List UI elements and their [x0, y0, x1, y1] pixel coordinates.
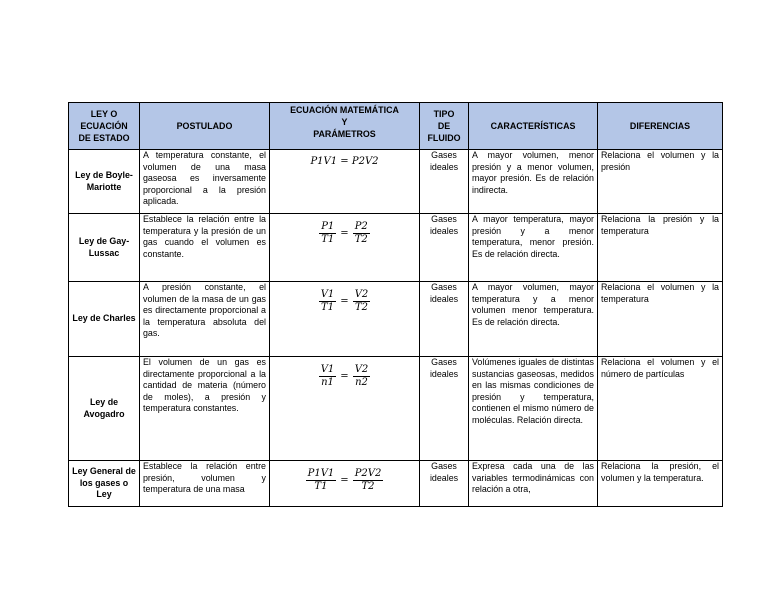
header-postulado: POSTULADO — [140, 103, 270, 150]
table-row — [69, 461, 723, 507]
law-name-cell: Ley de Gay-Lussac — [69, 214, 140, 282]
equation-cell — [270, 357, 420, 461]
law-name-cell: Ley de Charles — [69, 282, 140, 357]
characteristics-cell: Volúmenes iguales de distintas sustancias gaseosas, medidos en las mismas condiciones de presión y temperatura, contienen el mismo número de moléculas. Relación directa. — [469, 357, 598, 461]
law-name-cell: Ley de Avogadro — [69, 357, 140, 461]
differences-cell: Relaciona el volumen y la presión — [598, 150, 723, 214]
equation-general: $\frac{P1V1}{T1}$ = $\frac{P2V2}{T2}$ — [307, 468, 382, 492]
differences-cell: Relaciona el volumen y la temperatura — [598, 282, 723, 357]
law-name-cell: Ley de Boyle-Mariotte — [69, 150, 140, 214]
characteristics-cell: A mayor volumen, menor presión y a menor volumen, mayor presión. Es de relación indirecta. — [469, 150, 598, 214]
characteristics-cell: Expresa cada una de las variables termodinámicas con relación a otra, — [469, 461, 598, 507]
law-name-cell: Ley General de los gases o Ley — [69, 461, 140, 507]
postulate-cell: A presión constante, el volumen de la masa de un gas es directamente proporcional a la temperatura absoluta del gas. — [140, 282, 270, 357]
equation-cell — [270, 461, 420, 507]
header-caracteristicas: CARACTERÍSTICAS — [469, 103, 598, 150]
postulate-cell: Establece la relación entre presión, volumen y temperatura de una masa — [140, 461, 270, 507]
characteristics-cell: A mayor temperatura, mayor presión y a menor temperatura, menor presión. Es de relación directa. — [469, 214, 598, 282]
equation-boyle: P1V1 = P2V2 — [310, 156, 379, 167]
header-ecuacion: ECUACIÓN MATEMÁTICA Y PARÁMETROS — [270, 103, 420, 150]
fluid-type-cell: Gases ideales — [420, 461, 469, 507]
differences-cell: Relaciona la presión, el volumen y la temperatura. — [598, 461, 723, 507]
table-row — [69, 214, 723, 282]
header-diferencias: DIFERENCIAS — [598, 103, 723, 150]
equation-cell — [270, 150, 420, 214]
header-row — [69, 103, 723, 150]
postulate-cell: Establece la relación entre la temperatura y la presión de un gas cuando el volumen es constante. — [140, 214, 270, 282]
differences-cell: Relaciona la presión y la temperatura — [598, 214, 723, 282]
table-row — [69, 150, 723, 214]
header-ley: LEY O ECUACIÓN DE ESTADO — [69, 103, 140, 150]
equation-cell — [270, 214, 420, 282]
header-tipo: TIPO DE FLUIDO — [420, 103, 469, 150]
equation-gay-lussac: $\frac{P1}{T1}$ = $\frac{P2}{T2}$ — [321, 221, 368, 245]
equation-charles: $\frac{V1}{T1}$ = $\frac{V2}{T2}$ — [320, 289, 369, 313]
fluid-type-cell: Gases ideales — [420, 150, 469, 214]
table-row — [69, 357, 723, 461]
postulate-cell: El volumen de un gas es directamente proporcional a la cantidad de materia (número de moles), a presión y temperatura constantes. — [140, 357, 270, 461]
characteristics-cell: A mayor volumen, mayor temperatura y a menor volumen menor temperatura. Es de relación directa. — [469, 282, 598, 357]
fluid-type-cell: Gases ideales — [420, 357, 469, 461]
equation-avogadro: $\frac{V1}{n1}$ = $\frac{V2}{n2}$ — [320, 364, 369, 388]
equation-cell — [270, 282, 420, 357]
postulate-cell: A temperatura constante, el volumen de una masa gaseosa es inversamente proporcional a la presión aplicada. — [140, 150, 270, 214]
fluid-type-cell: Gases ideales — [420, 282, 469, 357]
gas-laws-table — [68, 102, 723, 507]
differences-cell: Relaciona el volumen y el número de partículas — [598, 357, 723, 461]
table-row — [69, 282, 723, 357]
fluid-type-cell: Gases ideales — [420, 214, 469, 282]
